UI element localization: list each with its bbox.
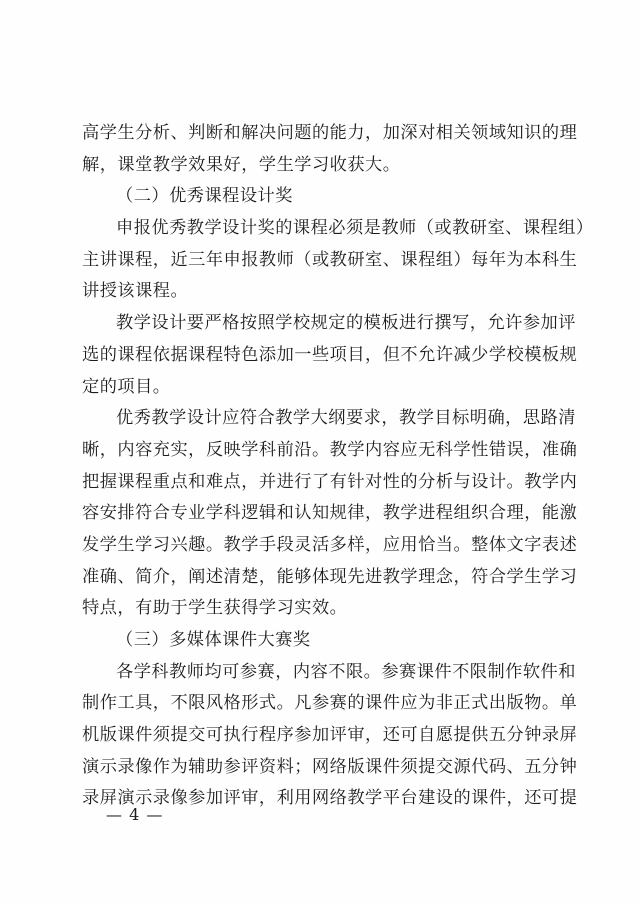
body-line: 高学生分析、判断和解决问题的能力，加深对相关领域知识的理 xyxy=(82,123,578,143)
paragraph-first-line: 教学设计要严格按照学校规定的模板进行撰写，允许参加评 xyxy=(116,313,576,334)
body-line: 准确、简介，阐述清楚，能够体现先进教学理念，符合学生学习 xyxy=(82,566,578,587)
body-line: 机版课件须提交可执行程序参加评审，还可自愿提供五分钟录屏 xyxy=(82,725,578,746)
body-line: 录屏演示录像参加评审，利用网络教学平台建设的课件，还可提 xyxy=(82,788,578,809)
section-heading: （二）优秀课程设计奖 xyxy=(116,186,293,207)
page-number: — 4 — xyxy=(106,805,164,824)
body-line: 主讲课程，近三年申报教师（或教研室、课程组）每年为本科生 xyxy=(82,249,578,270)
body-line: 解，课堂教学效果好，学生学习收获大。 xyxy=(82,154,401,175)
body-line: 晰，内容充实，反映学科前沿。教学内容应无科学性错误，准确 xyxy=(82,439,578,460)
body-line: 选的课程依据课程特色添加一些项目，但不允许减少学校模板规 xyxy=(82,344,578,365)
body-line: 把握课程重点和难点，并进行了有针对性的分析与设计。教学内 xyxy=(82,471,578,492)
body-line: 容安排符合专业学科逻辑和认知规律，教学进程组织合理，能激 xyxy=(82,503,578,524)
document-body xyxy=(82,118,594,815)
body-line: 制作工具，不限风格形式。凡参赛的课件应为非正式出版物。单 xyxy=(82,693,578,714)
paragraph-first-line: 申报优秀教学设计奖的课程必须是教师（或教研室、课程组） xyxy=(116,218,594,239)
body-line: 定的项目。 xyxy=(82,376,171,397)
body-line: 发学生学习兴趣。教学手段灵活多样，应用恰当。整体文字表述 xyxy=(82,534,578,555)
section-heading: （三）多媒体课件大赛奖 xyxy=(116,630,311,650)
body-line: 演示录像作为辅助参评资料；网络版课件须提交源代码、五分钟 xyxy=(82,756,578,777)
body-line: 讲授该课程。 xyxy=(82,281,189,302)
paragraph-first-line: 优秀教学设计应符合教学大纲要求，教学目标明确，思路清 xyxy=(116,408,576,429)
body-line: 特点，有助于学生获得学习实效。 xyxy=(82,598,348,619)
paragraph-first-line: 各学科教师均可参赛，内容不限。参赛课件不限制作软件和 xyxy=(116,661,576,682)
